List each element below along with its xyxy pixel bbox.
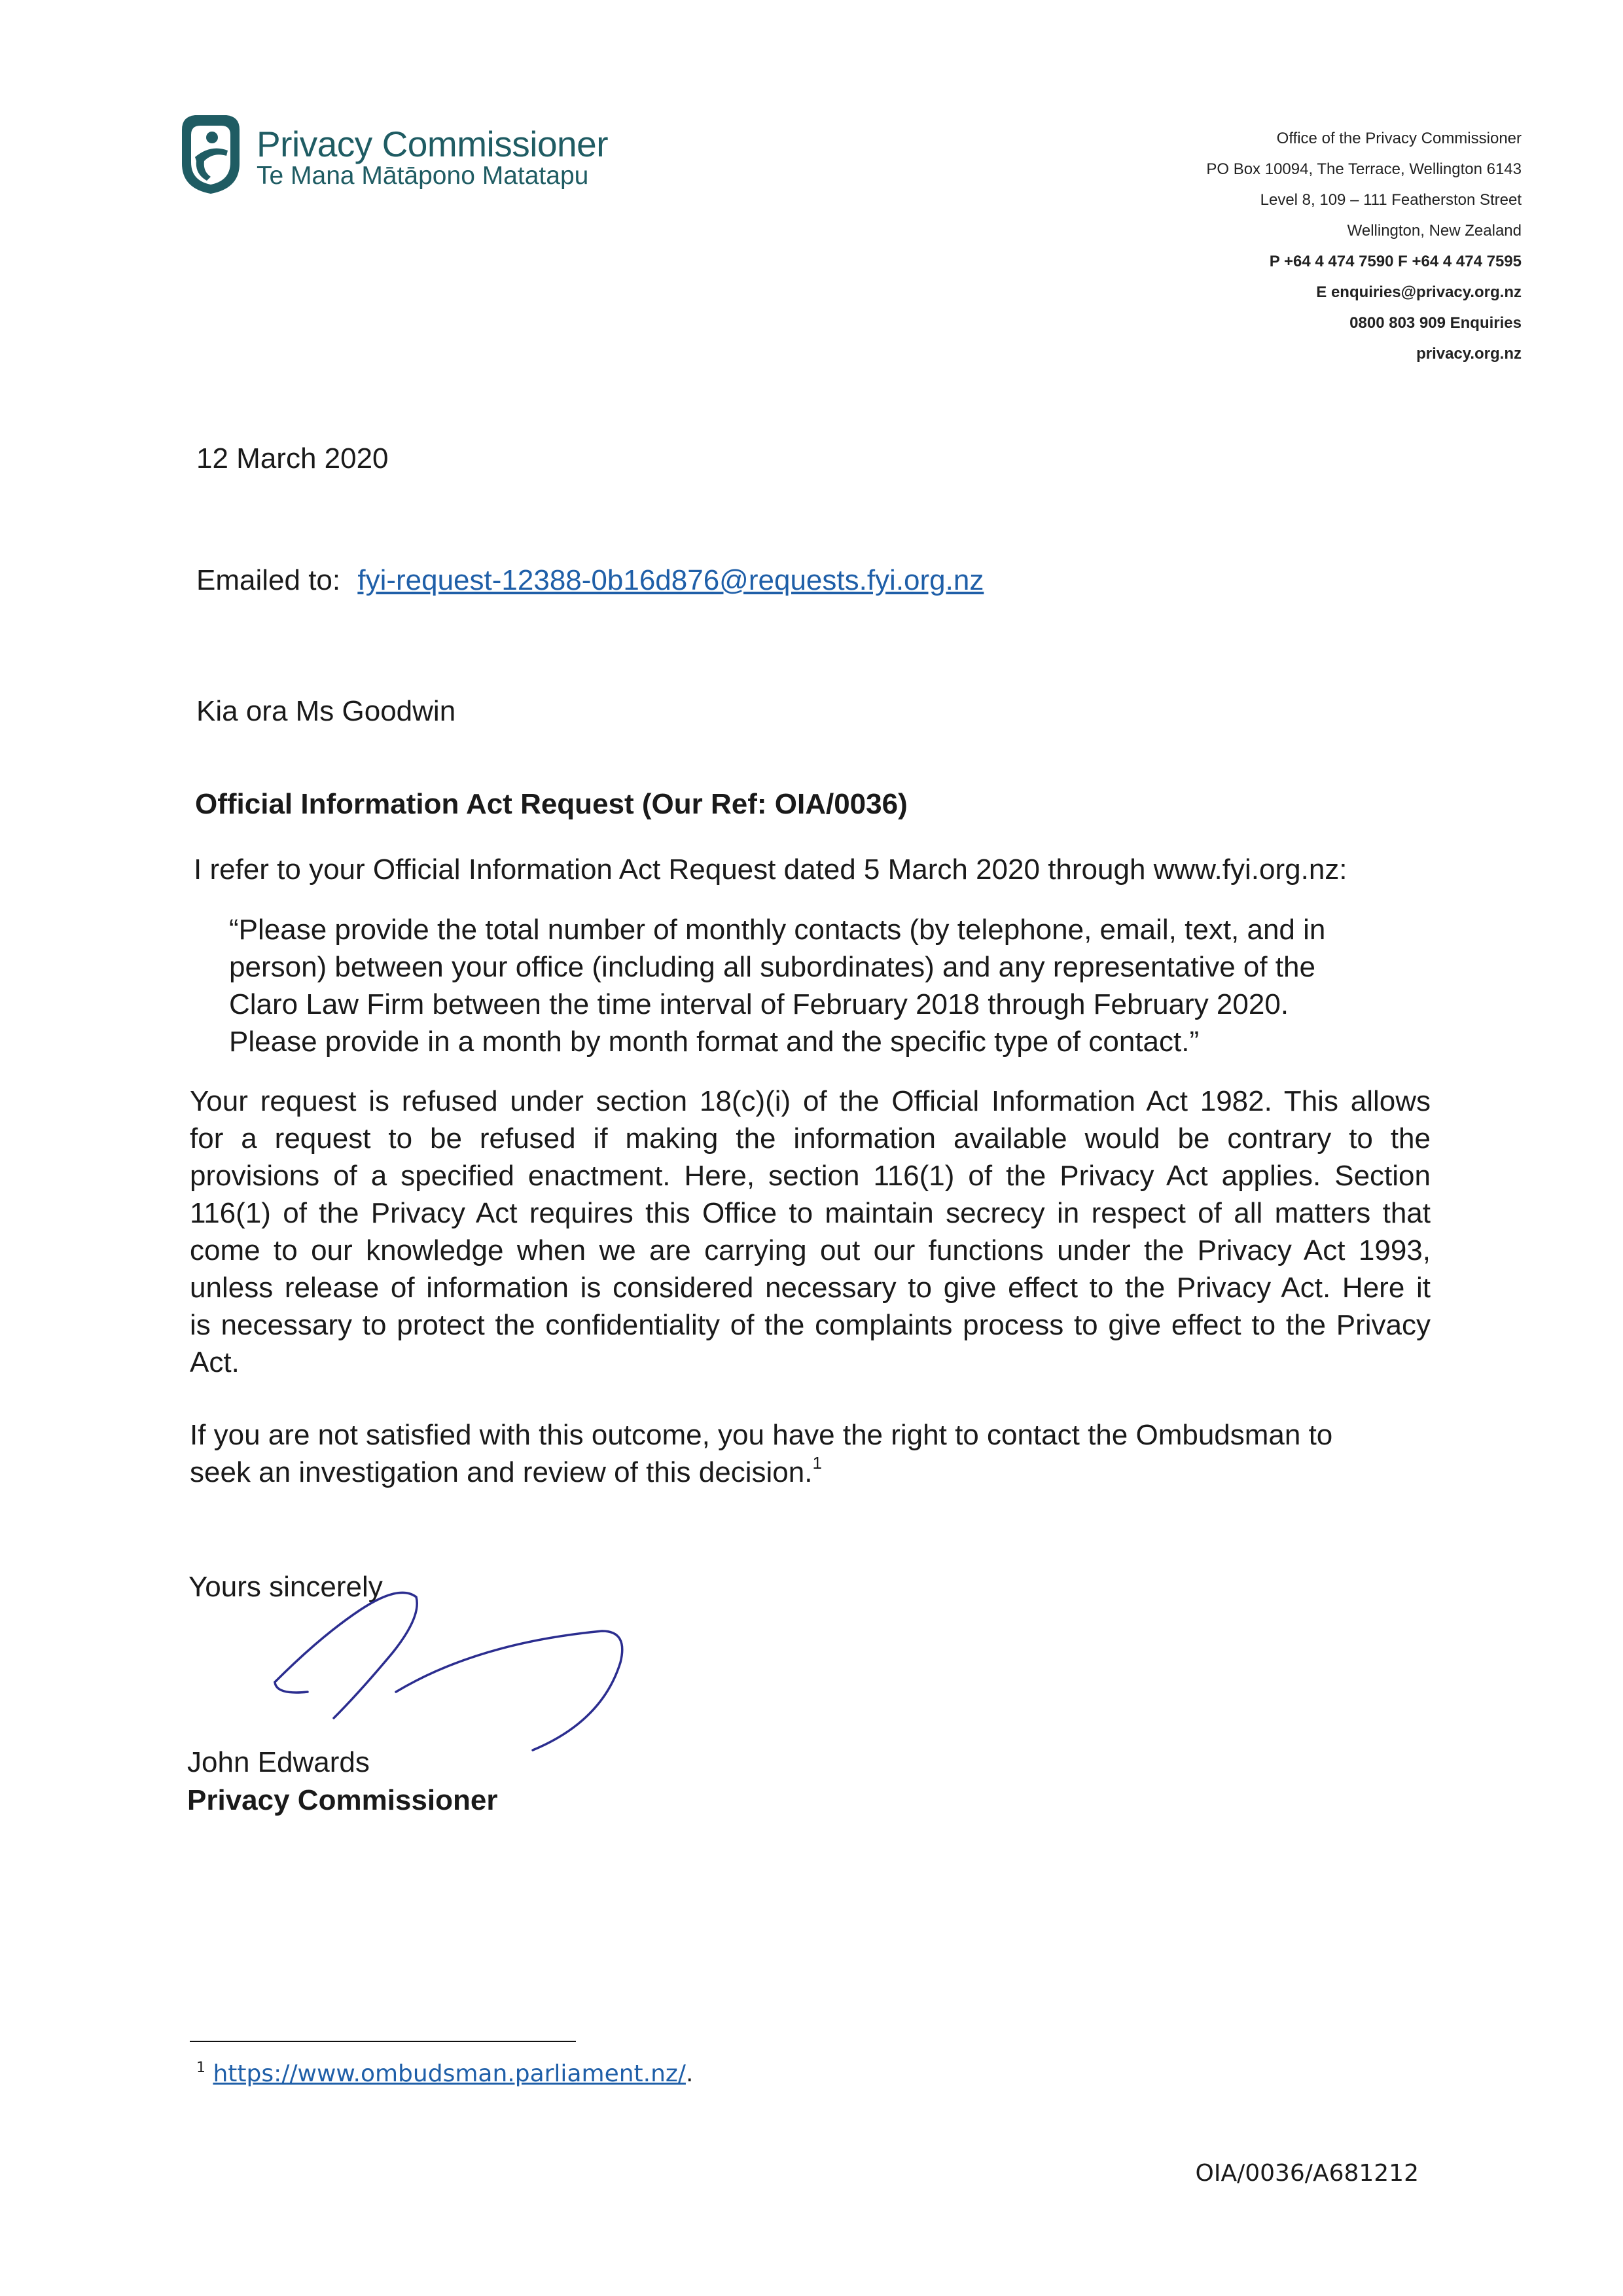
ombudsman-line [190,1454,1332,1491]
refusal-line: unless release of information is considered necessary to give effect to the Privacy Act. Here it [190,1272,1431,1304]
office-email: E enquiries@privacy.org.nz [1316,283,1522,301]
footnote-divider [190,2041,576,2042]
quote-line: “Please provide the total number of monthly contacts (by telephone, email, text, and in [229,914,1326,946]
quote-line: Please provide in a month by month format and the specific type of contact.” [229,1026,1200,1058]
city: Wellington, New Zealand [1347,222,1522,240]
refusal-line: Your request is refused under section 18(c)(i) of the Official Information Act 1982. This allows [190,1085,1431,1117]
quote-line: person) between your office (including all subordinates) and any representative of the [229,951,1315,983]
refusal-paragraph [190,1083,1431,1381]
street-address: Level 8, 109 – 111 Featherston Street [1260,191,1522,209]
signer-name: John Edwards [187,1746,370,1778]
logo-maori-name: Te Mana Mātāpono Matatapu [257,162,589,190]
refusal-line: Act. [190,1346,240,1378]
enquiries-phone: 0800 803 909 Enquiries [1349,314,1522,332]
recipient-email-link[interactable]: fyi-request-12388-0b16d876@requests.fyi.org.nz [357,564,984,596]
refusal-line: for a request to be refused if making the information available would be contrary to the [190,1122,1431,1155]
letter-subject: Official Information Act Request (Our Ref: OIA/0036) [195,788,908,820]
handwritten-signature [262,1577,641,1767]
footnote-marker: 1 [196,2060,205,2076]
request-quote [229,911,1420,1060]
signer-title: Privacy Commissioner [187,1784,498,1816]
ombudsman-paragraph [190,1416,1332,1491]
po-box: PO Box 10094, The Terrace, Wellington 6143 [1206,160,1522,178]
refusal-line: is necessary to protect the confidentiality of the complaints process to give effect to the Privacy [190,1309,1431,1341]
document-reference: OIA/0036/A681212 [1195,2160,1419,2187]
phone-fax: P +64 4 474 7590 F +64 4 474 7595 [1269,253,1522,270]
logo-org-name: Privacy Commissioner [257,124,609,164]
refusal-line: 116(1) of the Privacy Act requires this Office to maintain secrecy in respect of all matters that [190,1197,1431,1229]
emailed-to-label: Emailed to: [196,564,341,596]
closing: Yours sincerely [188,1571,383,1603]
office-name: Office of the Privacy Commissioner [1276,130,1522,147]
footnote-reference: 1 [812,1453,822,1473]
refusal-line: come to our knowledge when we are carrying out our functions under the Privacy Act 1993, [190,1234,1431,1266]
intro-paragraph: I refer to your Official Information Act Request dated 5 March 2020 through www.fyi.org.nz: [194,853,1347,886]
refusal-line: provisions of a specified enactment. Here, section 116(1) of the Privacy Act applies. Section [190,1160,1431,1192]
ombudsman-line: If you are not satisfied with this outcome, you have the right to contact the Ombudsman to [190,1419,1333,1451]
quote-line: Claro Law Firm between the time interval of February 2018 through February 2020. [229,988,1289,1020]
office-address-block [1206,123,1522,369]
logo-emblem-icon [175,111,246,196]
ombudsman-link[interactable]: https://www.ombudsman.parliament.nz/ [213,2060,686,2087]
emailed-to-line [196,562,984,599]
office-website: privacy.org.nz [1416,345,1522,363]
salutation: Kia ora Ms Goodwin [196,695,456,727]
footnote [196,2060,693,2087]
letter-date: 12 March 2020 [196,442,389,475]
ombudsman-line-text: seek an investigation and review of this decision. [190,1456,813,1488]
privacy-commissioner-logo [175,111,609,203]
footnote-trailing: . [685,2060,694,2087]
